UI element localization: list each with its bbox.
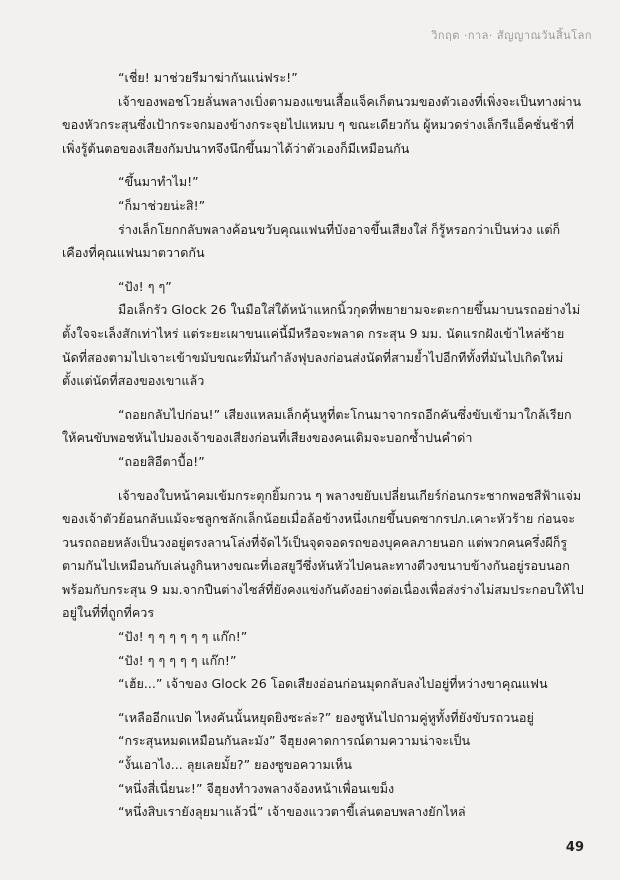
running-header: วิกฤต ·กาล· สัญญาณวันสิ้นโลก bbox=[431, 29, 592, 42]
paragraph: “ปัง! ๆ ๆ ๆ ๆ ๆ ๆ แก๊ก!” bbox=[118, 629, 248, 645]
paragraph: “กระสุนหมดเหมือนกันละมัง” จีฮุยงคาดการณ์ตามความน่าจะเป็น bbox=[118, 733, 471, 749]
paragraph: “ปัง! ๆ ๆ ๆ ๆ ๆ แก๊ก!” bbox=[118, 652, 237, 668]
paragraph: “ปัง! ๆ ๆ” bbox=[118, 278, 172, 294]
paragraph: เจ้าของใบหน้าคมเข้มกระตุกยิ้มกวน ๆ พลางขยับเปลี่ยนเกียร์ก่อนกระชากพอชสีฟ้าแจ่มของเจ้าตัวย้อนกลับแม้จะชลูกชลักเล็กน้อยเมื่อล้อข้างหนึ่งเกยขึ้นบดซากรปภ.เคาะหัวร้าย ก่อนจะวนรถถอยหลังเป็นวงอยู่ตรงลานโล่งที่จัดไว้เป็นจุดจอดรถของบุคคลภายนอก แต่พวกคนครึ่งผีก็รูตามกันไปเหมือนกับเล่นงูกินหางขณะที่เอสยูวีซึ่งหันหัวไปคนละทางตีวงขนาบข้างกันอยู่รอบนอกพร้อมกับกระสุน 9 มม.จากปืนต่างไซส์ที่ยังคงแข่งกันดังอย่างต่อเนื่องเพื่อส่งร่างไม่สมประกอบให้ไปอยู่ในที่ที่ถูกที่ควร bbox=[62, 487, 584, 621]
paragraph: “หนึ่งสี่เนี่ยนะ!” จีฮุยงทำวงพลางจ้องหน้าเพื่อนเขม็ง bbox=[118, 780, 395, 796]
paragraph: มือเล็กรัว Glock 26 ในมือใส่ใต้หน้าแหกนิ้วกุดที่พยายามจะตะกายขึ้นมาบนรถอย่างไม่ตั้งใจจะเล็งสักเท่าไหร่ แต่ระยะเผาขนแค่นี้มีหรือจะพลาด กระสุน 9 มม. นัดแรกฝังเข้าไหล่ซ้าย นัดที่สองตามไปเจาะเข้าขมับขณะที่มันกำลังฟุบลงก่อนส่งนัดที่สามย้ำไปอีกทีทั้งที่มันไปเกิดใหม่ตั้งแต่นัดที่สองของเขาแล้ว bbox=[62, 302, 581, 389]
paragraph: เจ้าของพอชโวยลั่นพลางเบิ่งตามองแขนเสื้อแจ็คเก็ตนวมของตัวเองที่เพิ่งจะเป็นทางผ่านของหัวกระสุนซึ่งเป้ากระจกมองข้างกระจุยไปแหมบ ๆ ขณะเดียวกัน ผู้หมวดร่างเล็กรีแอ็คชั่นช้าที่เพิ่งรู้ต้นตอของเสียงกัมปนาทจึงนึกขึ้นมาได้ว่าตัวเองก็มีเหมือนกัน bbox=[62, 93, 582, 156]
page-number: 49 bbox=[565, 840, 584, 855]
paragraph: “ถอยสิอีตาบื้อ!” bbox=[118, 453, 205, 469]
paragraph: “ถอยกลับไปก่อน!” เสียงแหลมเล็กคุ้นหูที่ตะโกนมาจากรถอีกคันซึ่งขับเข้ามาใกล้เรียกให้คนขับพอชหันไปมองเจ้าของเสียงก่อนที่เสียงของคนเดิมจะบอกซ้ำปนคำด่า bbox=[62, 406, 572, 446]
paragraph: “ก็มาช่วยน่ะสิ!” bbox=[118, 197, 206, 213]
body-text bbox=[62, 66, 584, 824]
paragraph: “เหลืออีกแปด ไหงคันนั้นหยุดยิงซะล่ะ?” ยองซูหันไปถามคู่หูทั้งที่ยังขับรถวนอยู่ bbox=[118, 709, 534, 725]
paragraph: ร่างเล็กโยกกลับพลางค้อนขวับคุณแฟนที่บังอาจขึ้นเสียงใส่ ก็รู้หรอกว่าเป็นห่วง แต่ก็เคืองที่คุณแฟนมาตวาดกัน bbox=[62, 221, 561, 261]
paragraph: “งั้นเอาไง... ลุยเลยมั้ย?” ยองซูขอความเห็น bbox=[118, 757, 353, 773]
paragraph: “หนึ่งสิบเรายังลุยมาแล้วนี่” เจ้าของแววตาขี้เล่นตอบพลางยักไหล่ bbox=[118, 804, 466, 820]
paragraph: “เชี่ย! มาช่วยรีมาฆ่ากันแน่ฟระ!” bbox=[118, 70, 298, 85]
paragraph: “ขึ้นมาทำไม!” bbox=[118, 174, 199, 190]
paragraph: “เฮ้ย...” เจ้าของ Glock 26 โอดเสียงอ่อนก่อนมุดกลับลงไปอยู่ที่หว่างขาคุณแฟน bbox=[118, 676, 548, 692]
